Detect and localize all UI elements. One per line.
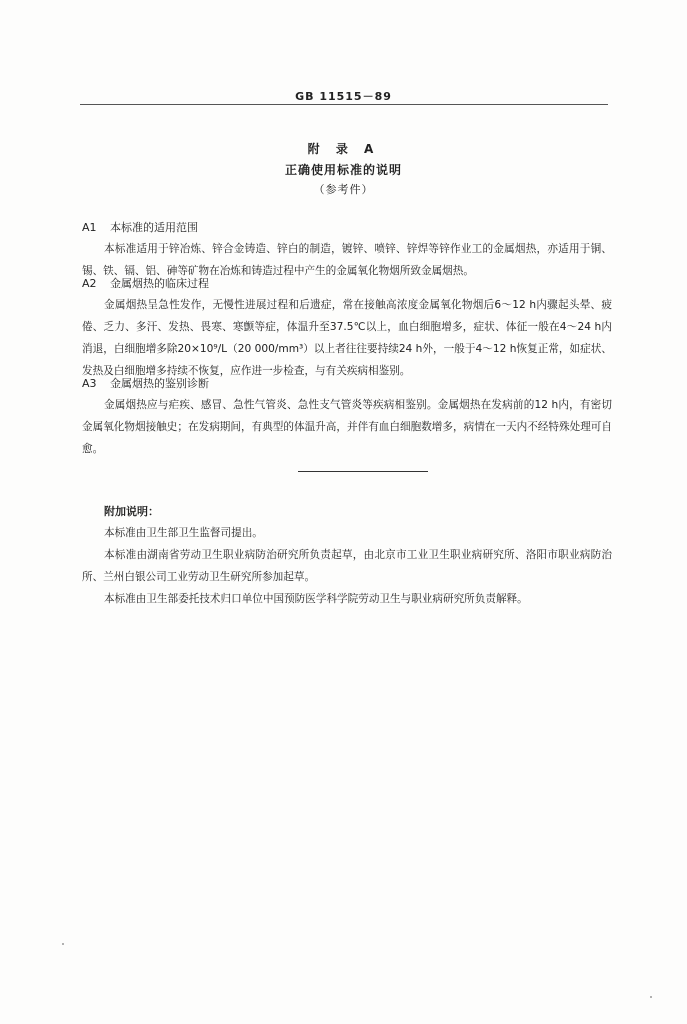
standard-code-header: GB 11515－89 [295,90,392,103]
section-a2 [82,274,612,382]
appendix-title: 附 录 A [307,142,380,156]
additional-paragraph: 本标准由卫生部卫生监督司提出。 [104,527,263,539]
header-rule [80,104,608,105]
section-number: A1 [82,221,97,234]
section-a3 [82,374,612,460]
section-number: A2 [82,277,97,290]
scan-speck [650,996,652,998]
section-paragraph: 金属烟热应与疟疾、感冒、急性气管炎、急性支气管炎等疾病相鉴别。金属烟热在发病前的12 h内，有密切金属氧化物烟接触史；在发病期间，有典型的体温升高，并伴有血白细胞数增多，病情在一天内不经特殊处理可自愈。 [82,399,612,455]
scan-speck [62,943,64,945]
section-number: A3 [82,377,97,390]
section-a1 [82,218,612,282]
section-heading-text: 金属烟热的临床过程 [110,277,209,290]
additional-notes [82,502,612,610]
section-heading [82,218,612,238]
appendix-subtitle: 正确使用标准的说明 [284,163,402,177]
section-heading [82,274,612,294]
section-heading-text: 本标准的适用范围 [110,221,198,234]
section-divider [298,471,428,472]
section-heading-text: 金属烟热的鉴别诊断 [110,377,209,390]
section-paragraph: 金属烟热呈急性发作，无慢性进展过程和后遗症，常在接触高浓度金属氧化物烟后6～12 h内骤起头晕、疲倦、乏力、多汗、发热、畏寒、寒颤等症，体温升至37.5℃以上，血白细胞增多，症状、体征一般在4～24 h内消退，白细胞增多除20×10⁹/L（20 000/mm³）以上者往往要持续24 h外，一般于4～12 h恢复正常，如症状、发热及白细胞增多持续不恢复，应作进一步检查，与有关疾病相鉴别。 [82,299,612,377]
section-heading [82,374,612,394]
additional-paragraph: 本标准由湖南省劳动卫生职业病防治研究所负责起草，由北京市工业卫生职业病研究所、洛阳市职业病防治所、兰州白银公司工业劳动卫生研究所参加起草。 [82,549,612,583]
additional-notes-heading: 附加说明： [104,505,159,518]
section-paragraph: 本标准适用于锌冶炼、锌合金铸造、锌白的制造，镀锌、喷锌、锌焊等锌作业工的金属烟热，亦适用于铜、锡、铁、镉、铝、砷等矿物在冶炼和铸造过程中产生的金属氧化物烟所致金属烟热。 [82,243,612,277]
appendix-note: （参考件） [313,183,374,196]
additional-paragraph: 本标准由卫生部委托技术归口单位中国预防医学科学院劳动卫生与职业病研究所负责解释。 [104,593,528,605]
